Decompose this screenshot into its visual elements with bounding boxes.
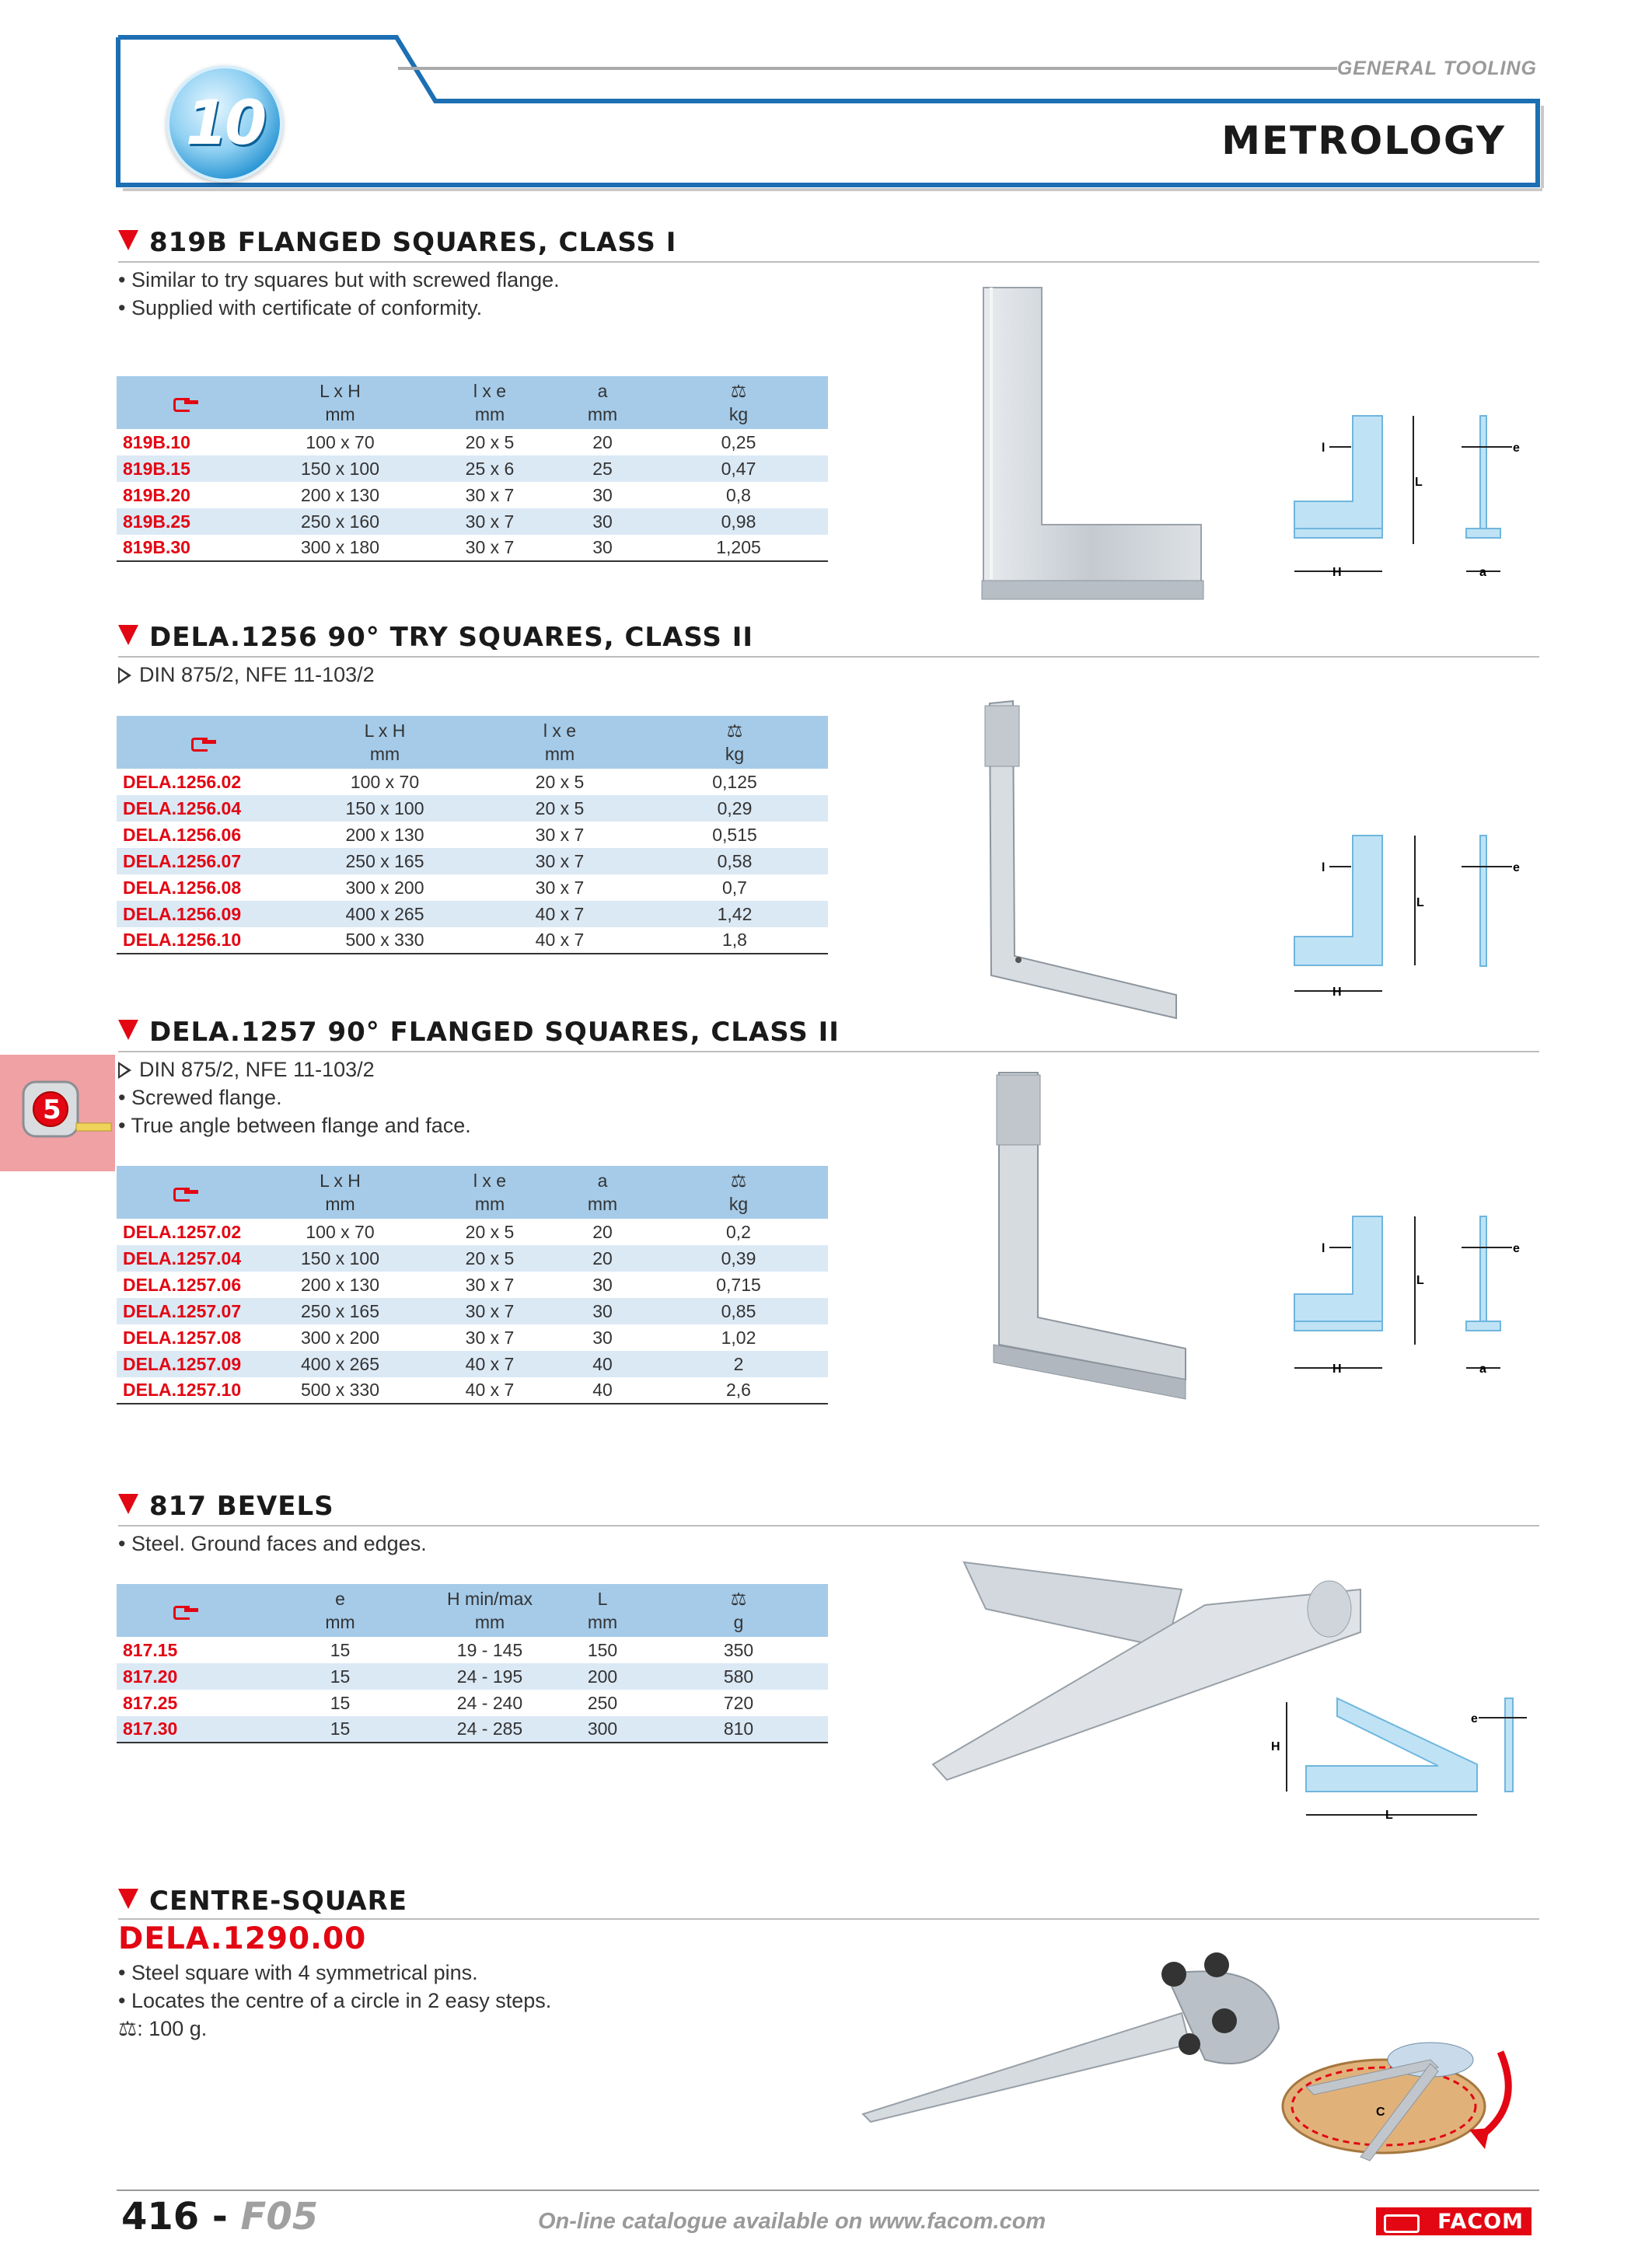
- dimension-diagram: [1291, 412, 1524, 583]
- table-row: 819B.20 200 x 130 30 x 7 30 0,8: [123, 484, 751, 505]
- table-row: DELA.1257.06 200 x 130 30 x 7 30 0,715: [123, 1274, 761, 1295]
- column-header: L x H mm: [257, 376, 424, 429]
- table-header-row: [117, 376, 828, 429]
- triangle-bullet-icon: [118, 230, 138, 250]
- column-header: L x H mm: [292, 716, 478, 769]
- weight-icon: ⚖: [730, 381, 747, 401]
- column-header: L mm: [556, 1584, 649, 1637]
- try-square-photo: [976, 700, 1193, 1026]
- flanged-square-photo: [976, 284, 1209, 610]
- ref-column-header: [117, 376, 257, 429]
- centre-square-photo: [855, 1928, 1291, 2161]
- tape-measure-icon: [0, 1055, 115, 1171]
- chapter-badge: [166, 65, 283, 182]
- section-rule: [118, 1918, 1539, 1920]
- table-row: DELA.1257.09 400 x 265 40 x 7 40 2: [117, 1351, 828, 1377]
- label-e: e: [1513, 441, 1520, 455]
- table-row: 819B.10 100 x 70 20 x 5 20 0,25: [123, 431, 756, 452]
- spec-table-dela1256: [117, 716, 828, 954]
- bullet-item: • Locates the centre of a circle in 2 easy steps.: [118, 1989, 552, 2012]
- bullet-item: • Similar to try squares but with screwed flange.: [118, 268, 560, 291]
- table-row: 817.15 15 19 - 145 150 350: [123, 1639, 754, 1660]
- label-e: e: [1513, 861, 1520, 874]
- column-header: e mm: [257, 1584, 424, 1637]
- reference-hand-icon: [173, 396, 200, 409]
- table-header-row: [117, 1166, 828, 1219]
- column-header: ⚖ kg: [649, 376, 828, 429]
- triangle-bullet-icon: [118, 1494, 138, 1514]
- reference-hand-icon: [173, 1604, 200, 1617]
- facom-logo: FACOM: [1376, 2207, 1532, 2235]
- column-header: l x e mm: [424, 376, 556, 429]
- page-number: 416 - F05: [121, 2195, 319, 2238]
- section-rule: [118, 1525, 1539, 1527]
- label-a: a: [1479, 1363, 1486, 1376]
- table-row: DELA.1256.06 200 x 130 30 x 7 0,515: [123, 824, 757, 845]
- table-row: DELA.1257.02 100 x 70 20 x 5 20 0,2: [123, 1221, 751, 1242]
- chapter-number: 10: [185, 89, 264, 159]
- standard-line: DIN 875/2, NFE 11-103/2: [118, 661, 375, 689]
- section-rule: [118, 1051, 1539, 1052]
- triangle-bullet-icon: [118, 625, 138, 645]
- table-row: DELA.1256.02 100 x 70 20 x 5 0,125: [123, 771, 757, 792]
- table-row: DELA.1257.08 300 x 200 30 x 7 30 1,02: [123, 1327, 756, 1348]
- centre-finding-diagram: [1275, 2021, 1524, 2169]
- table-row: 819B.30 300 x 180 30 x 7 30 1,205: [117, 535, 828, 561]
- label-e: e: [1513, 1242, 1520, 1255]
- column-header: a mm: [556, 1166, 649, 1219]
- label-l: l: [1322, 861, 1325, 874]
- table-row: 817.20 15 24 - 195 200 580: [117, 1663, 828, 1690]
- section-title-819b: 819B FLANGED SQUARES, CLASS I: [118, 227, 676, 258]
- label-l: l: [1322, 1242, 1325, 1255]
- bullet-item: ⚖: 100 g.: [118, 2017, 208, 2040]
- label-a: a: [1479, 566, 1486, 579]
- spec-table-dela1257: [117, 1166, 828, 1404]
- ref-column-header: [117, 716, 292, 769]
- product-reference: DELA.1290.00: [118, 1921, 367, 1956]
- weight-icon: ⚖: [726, 721, 743, 741]
- section-name: GENERAL TOOLING: [1336, 58, 1537, 79]
- column-header: l x e mm: [478, 716, 641, 769]
- label-e: e: [1471, 1712, 1478, 1725]
- table-row: DELA.1256.09 400 x 265 40 x 7 1,42: [117, 901, 828, 927]
- column-header: ⚖ kg: [649, 1166, 828, 1219]
- side-chapter-tab[interactable]: [0, 1055, 115, 1171]
- bullet-item: • Steel. Ground faces and edges.: [118, 1532, 427, 1555]
- table-row: 817.30 15 24 - 285 300 810: [117, 1716, 828, 1743]
- reference-hand-icon: [191, 736, 218, 748]
- table-row: DELA.1257.04 150 x 100 20 x 5 20 0,39: [117, 1245, 828, 1272]
- bullet-item: • True angle between flange and face.: [118, 1114, 471, 1137]
- dimension-diagram: [1291, 1213, 1524, 1383]
- label-H: H: [1332, 986, 1342, 999]
- section-rule: [118, 261, 1539, 263]
- label-L: L: [1415, 476, 1423, 489]
- bullet-list: [118, 1959, 551, 2043]
- triangle-bullet-icon: [118, 1020, 138, 1040]
- label-H: H: [1332, 566, 1342, 579]
- standard-arrow-icon: [118, 1062, 131, 1079]
- online-catalogue-note: On-line catalogue available on www.facom.com: [538, 2209, 1046, 2234]
- section-title-centre-square: CENTRE-SQUARE: [118, 1886, 407, 1917]
- label-L: L: [1416, 1274, 1424, 1287]
- label-L: L: [1416, 896, 1424, 909]
- page-code: F05: [240, 2195, 319, 2238]
- table-row: DELA.1256.10 500 x 330 40 x 7 1,8: [117, 927, 828, 954]
- bullet-list: [118, 266, 560, 322]
- label-H: H: [1332, 1363, 1342, 1376]
- column-header: ⚖ kg: [641, 716, 828, 769]
- spec-table-817: [117, 1584, 828, 1743]
- label-c: C: [1376, 2106, 1385, 2119]
- side-tab-number: 5: [43, 1094, 61, 1125]
- section-title-dela1256: DELA.1256 90° TRY SQUARES, CLASS II: [118, 622, 753, 653]
- weight-icon: ⚖: [730, 1171, 747, 1191]
- weight-icon: ⚖: [730, 1589, 747, 1609]
- column-header: H min/max mm: [424, 1584, 556, 1637]
- bevel-dimension-diagram: [1267, 1694, 1532, 1819]
- table-row: DELA.1257.07 250 x 165 30 x 7 30 0,85: [117, 1298, 828, 1324]
- column-header: l x e mm: [424, 1166, 556, 1219]
- label-l: l: [1322, 441, 1325, 455]
- footer-rule: [117, 2189, 1539, 2191]
- table-row: DELA.1256.04 150 x 100 20 x 5 0,29: [117, 795, 828, 822]
- reference-hand-icon: [173, 1186, 200, 1199]
- dimension-diagram: [1291, 832, 1524, 1003]
- flanged-square-class-ii-photo: [987, 1069, 1197, 1403]
- table-header-row: [117, 1584, 828, 1637]
- ref-column-header: [117, 1166, 257, 1219]
- table-row: DELA.1256.07 250 x 165 30 x 7 0,58: [117, 848, 828, 874]
- section-title-817: 817 BEVELS: [118, 1491, 334, 1522]
- bullet-list: [118, 1530, 427, 1558]
- standard-arrow-icon: [118, 667, 131, 684]
- table-row: 819B.15 150 x 100 25 x 6 25 0,47: [117, 455, 828, 482]
- label-H: H: [1271, 1740, 1280, 1753]
- bullet-item: • Supplied with certificate of conformity.: [118, 296, 483, 319]
- column-header: L x H mm: [257, 1166, 424, 1219]
- page-title: METROLOGY: [1221, 118, 1506, 163]
- label-L: L: [1385, 1809, 1393, 1819]
- column-header: ⚖ g: [649, 1584, 828, 1637]
- table-row: 819B.25 250 x 160 30 x 7 30 0,98: [117, 508, 828, 535]
- table-header-row: [117, 716, 828, 769]
- ref-column-header: [117, 1584, 257, 1637]
- section-title-dela1257: DELA.1257 90° FLANGED SQUARES, CLASS II: [118, 1017, 840, 1048]
- bullet-item: • Screwed flange.: [118, 1086, 282, 1109]
- section-rule: [118, 656, 1539, 658]
- bullet-list: DIN 875/2, NFE 11-103/2 • Screwed flange. • True angle between flange and face.: [118, 1055, 471, 1139]
- table-row: DELA.1257.10 500 x 330 40 x 7 40 2,6: [117, 1377, 828, 1404]
- triangle-bullet-icon: [118, 1889, 138, 1909]
- table-row: DELA.1256.08 300 x 200 30 x 7 0,7: [123, 877, 747, 898]
- spec-table-819b: [117, 376, 828, 562]
- table-row: 817.25 15 24 - 240 250 720: [123, 1692, 754, 1713]
- bullet-item: • Steel square with 4 symmetrical pins.: [118, 1961, 478, 1984]
- column-header: a mm: [556, 376, 649, 429]
